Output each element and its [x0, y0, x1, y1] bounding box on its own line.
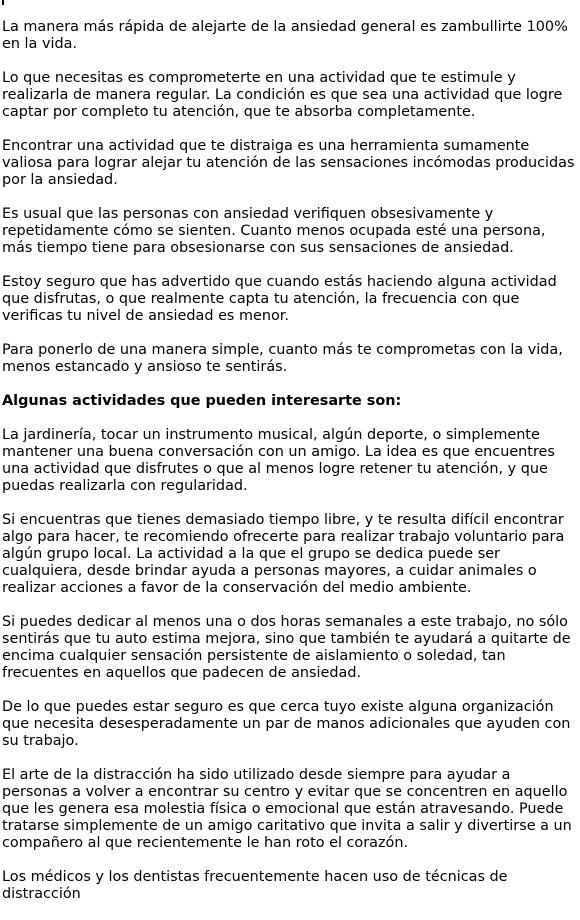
- paragraph-manera-simple: Para ponerlo de una manera simple, cuanto más te comprometas con la vida, menos estancado y ansioso te sentirás.: [2, 342, 563, 375]
- paragraph-organizacion: De lo que puedes estar seguro es que cerca tuyo existe alguna organización que necesita desesperadamente un par de manos adicionales que ayuden con su trabajo.: [2, 699, 571, 749]
- document-page: [2, 0, 578, 902]
- paragraph-jardineria: La jardinería, tocar un instrumento musical, algún deporte, o simplemente mantener una buena conversación con un amigo. La idea es que encuentres una actividad que disfrutes o que al menos logre retener tu atención, y que puedas realizarla con regularidad.: [2, 427, 555, 494]
- paragraph-verificar-obsesivamente: Es usual que las personas con ansiedad verifiquen obsesivamente y repetidamente cómo se sienten. Cuanto menos ocupada esté una persona, más tiempo tiene para obsesionarse con sus sensaciones de ansiedad.: [2, 206, 546, 256]
- paragraph-trabajo-voluntario: Si encuentras que tienes demasiado tiempo libre, y te resulta difícil encontrar algo para hacer, te recomiendo ofrecerte para realizar trabajo voluntario para algún grupo local. La actividad a la que el grupo se dedica puede ser cualquiera, desde brindar ayuda a personas mayores, a cuidar animales o realizar acciones a favor de la conservación del medio ambiente.: [2, 512, 565, 596]
- section-heading-actividades: Algunas actividades que pueden interesarte son:: [2, 393, 402, 409]
- article-body: [2, 19, 578, 920]
- page-top-mark: [2, 0, 4, 5]
- paragraph-actividad-disfrutas: Estoy seguro que has advertido que cuando estás haciendo alguna actividad que disfrutas, o que realmente capta tu atención, la frecuencia con que verificas tu nivel de ansiedad es menor.: [2, 274, 557, 324]
- paragraph-medicos-dentistas: Los médicos y los dentistas frecuentemente hacen uso de técnicas de distracción: [2, 869, 508, 902]
- paragraph-distraccion-herramienta: Encontrar una actividad que te distraiga es una herramienta sumamente valiosa para lograr alejar tu atención de las sensaciones incómodas producidas por la ansiedad.: [2, 138, 575, 188]
- paragraph-arte-distraccion: El arte de la distracción ha sido utilizado desde siempre para ayudar a personas a volver a encontrar su centro y evitar que se concentren en aquello que les genera esa molestia física o emocional que están atravesando. Puede tratarse simplemente de un amigo caritativo que invita a salir y divertirse a un compañero al que recientemente le han roto el corazón.: [2, 767, 572, 851]
- paragraph-horas-semanales: Si puedes dedicar al menos una o dos horas semanales a este trabajo, no sólo sentirás que tu auto estima mejora, sino que también te ayudará a quitarte de encima cualquier sensación persistente de aislamiento o soledad, tan frecuentes en aquellos que padecen de ansiedad.: [2, 614, 571, 681]
- paragraph-zambullirte: La manera más rápida de alejarte de la ansiedad general es zambullirte 100% en la vida.: [2, 19, 568, 52]
- paragraph-comprometerte: Lo que necesitas es comprometerte en una actividad que te estimule y realizarla de manera regular. La condición es que sea una actividad que logre captar por completo tu atención, que te absorba completamente.: [2, 70, 563, 120]
